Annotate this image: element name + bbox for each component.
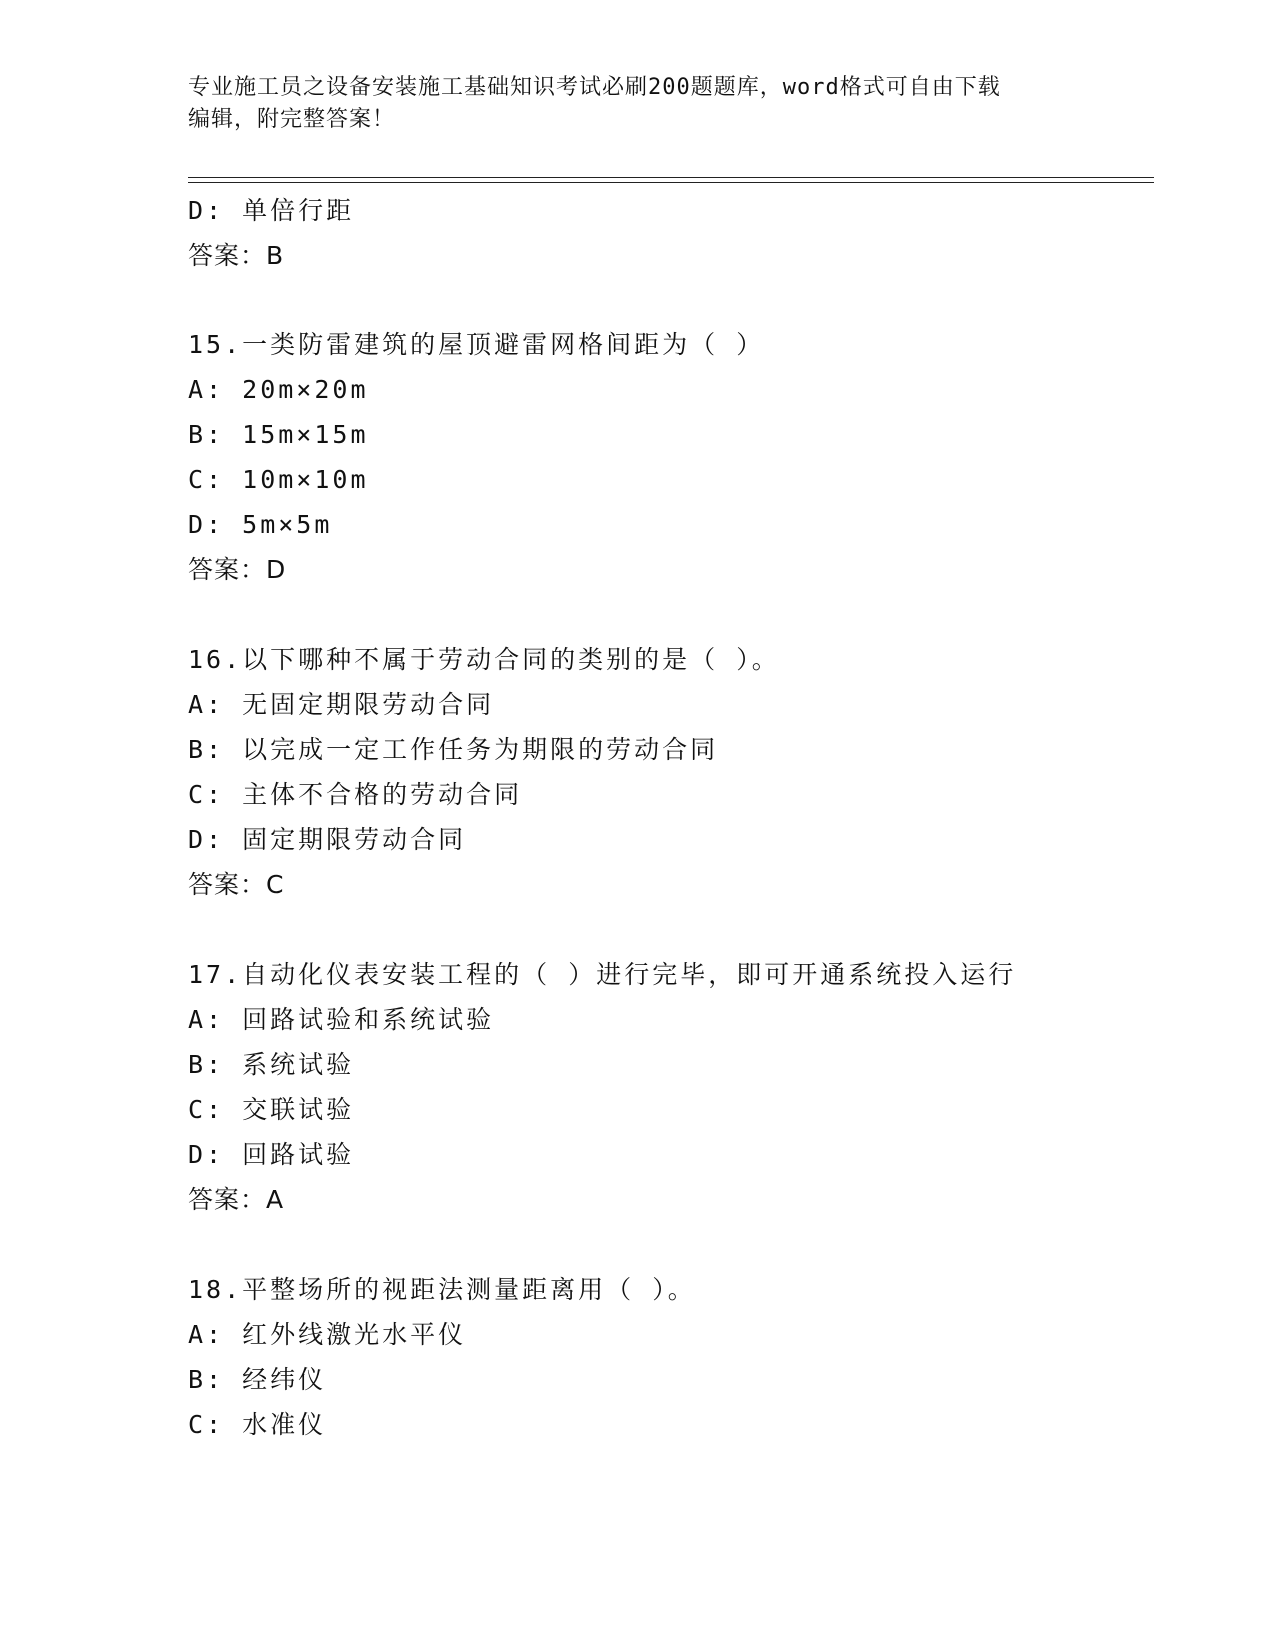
document-header <box>188 72 1068 136</box>
q18-question: 18.平整场所的视距法测量距离用（ ）。 <box>188 1275 696 1304</box>
header-divider-top <box>188 177 1154 178</box>
q18-option-c: C: 水准仪 <box>188 1410 327 1439</box>
q15-option-c: C: 10m×10m <box>188 465 369 494</box>
q17-answer: 答案：A <box>188 1185 285 1214</box>
q16-option-b: B: 以完成一定工作任务为期限的劳动合同 <box>188 735 719 764</box>
q16-question: 16.以下哪种不属于劳动合同的类别的是（ ）。 <box>188 645 780 674</box>
q15-question: 15.一类防雷建筑的屋顶避雷网格间距为（ ） <box>188 330 765 359</box>
q18-option-b: B: 经纬仪 <box>188 1365 327 1394</box>
q15-option-a: A: 20m×20m <box>188 375 369 404</box>
q15-answer: 答案：D <box>188 555 287 584</box>
q15-option-d: D: 5m×5m <box>188 510 333 539</box>
q17-option-a: A: 回路试验和系统试验 <box>188 1005 495 1034</box>
q17-option-b: B: 系统试验 <box>188 1050 355 1079</box>
q17-option-d: D: 回路试验 <box>188 1140 355 1169</box>
header-title-line-2: 编辑，附完整答案！ <box>188 107 396 132</box>
prev-answer: 答案：B <box>188 241 285 270</box>
q17-option-c: C: 交联试验 <box>188 1095 355 1124</box>
prev-option-d: D: 单倍行距 <box>188 196 355 225</box>
q16-answer: 答案：C <box>188 870 285 899</box>
q17-question: 17.自动化仪表安装工程的（ ）进行完毕，即可开通系统投入运行 <box>188 960 1017 989</box>
header-title-line-1: 专业施工员之设备安装施工基础知识考试必刷200题题库，word格式可自由下载 <box>188 75 1001 100</box>
q16-option-d: D: 固定期限劳动合同 <box>188 825 467 854</box>
q15-option-b: B: 15m×15m <box>188 420 369 449</box>
q16-option-c: C: 主体不合格的劳动合同 <box>188 780 523 809</box>
q16-option-a: A: 无固定期限劳动合同 <box>188 690 495 719</box>
q18-option-a: A: 红外线激光水平仪 <box>188 1320 467 1349</box>
header-divider-bottom <box>188 182 1154 183</box>
